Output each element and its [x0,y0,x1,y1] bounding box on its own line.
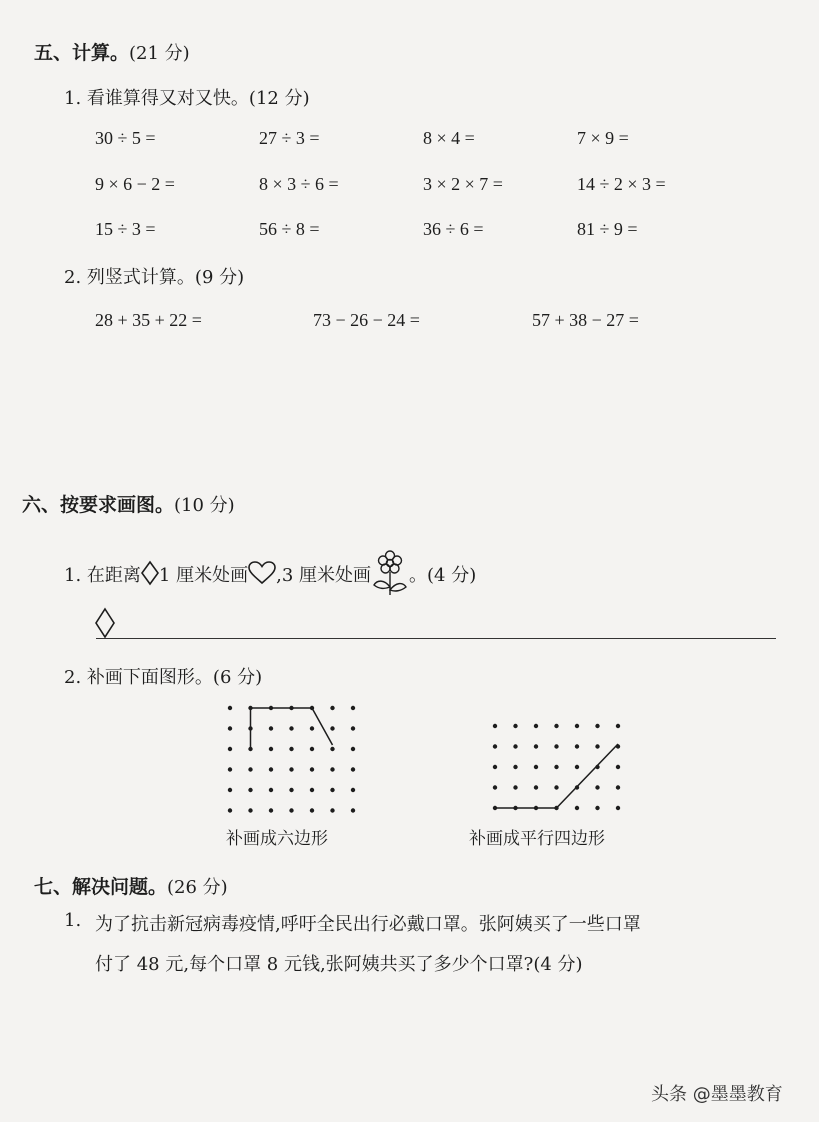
q6-1-part1: 在距离 [86,565,141,586]
calc-r1c2: 27 ÷ 3 = [259,128,320,148]
parallelogram-partial-outline [495,744,618,808]
hexagon-grid-dot [310,808,314,812]
parallelogram-grid-dot [513,785,517,789]
section6-title: 六、按要求画图。 [22,494,175,516]
parallelogram-grid-dot [616,765,620,769]
hexagon-grid-dot [228,726,232,730]
hexagon-grid-dot [269,808,273,812]
hexagon-grid-dot [330,788,334,792]
hexagon-grid-dot [310,726,314,730]
parallelogram-grid-dot [616,806,620,810]
section5-score: (21 分) [129,43,190,64]
q6-2-text: 补画下面图形。(6 分) [86,667,263,688]
q5-2 [64,263,244,289]
parallelogram-grid-dot [534,765,538,769]
parallelogram-grid-dot [616,724,620,728]
parallelogram-grid-dot [534,724,538,728]
hexagon-grid-dot [351,808,355,812]
hexagon-grid-dot [310,747,314,751]
hexagon-grid-dot [228,706,232,710]
caption-hexagon: 补画成六边形 [226,829,328,849]
parallelogram-grid-dot [493,785,497,789]
hexagon-grid-dot [248,808,252,812]
section6-header [22,490,235,517]
q5-2-num: 2. [64,267,82,288]
hexagon-grid-dot [228,747,232,751]
section5-header [34,38,190,65]
q6-1-part3: ,3 厘米处画 [276,565,372,586]
parallelogram-grid-dot [493,744,497,748]
calc-r2c3: 3 × 2 × 7 = [423,174,503,194]
hexagon-grid-dot [289,747,293,751]
calc-r3c2: 56 ÷ 8 = [259,219,320,239]
parallelogram-grid-dot [595,724,599,728]
parallelogram-grid-dot [575,806,579,810]
dot-grid-hexagon [224,700,364,820]
parallelogram-grid-dot [554,744,558,748]
hexagon-grid-dot [330,808,334,812]
vertical-calc-3: 57 + 38 − 27 = [532,310,639,330]
calc-r3c1: 15 ÷ 3 = [95,219,156,239]
heart-icon [248,561,276,585]
q6-1-part2: 1 厘米处画 [158,565,249,586]
diamond-icon [141,561,159,585]
hexagon-grid-dot [269,767,273,771]
hexagon-grid-dot [330,706,334,710]
calc-r2c4: 14 ÷ 2 × 3 = [577,174,666,194]
parallelogram-grid-dot [595,785,599,789]
q5-1 [64,84,310,110]
drawing-line [96,638,776,639]
hexagon-grid-dot [269,788,273,792]
q5-1-text: 看谁算得又对又快。(12 分) [86,88,310,109]
calc-r3c3: 36 ÷ 6 = [423,219,484,239]
parallelogram-grid-dot [554,785,558,789]
section7-header [34,872,228,899]
hexagon-grid-dot [289,808,293,812]
q5-2-text: 列竖式计算。(9 分) [86,267,245,288]
hexagon-grid-dot [269,747,273,751]
parallelogram-grid-dot [493,765,497,769]
vertical-calc-2: 73 − 26 − 24 = [313,310,420,330]
diamond-mark [95,608,115,638]
parallelogram-grid-dot [554,765,558,769]
caption-parallelogram: 补画成平行四边形 [469,829,605,849]
q7-1-line2: 付了 48 元,每个口罩 8 元钱,张阿姨共买了多少个口罩?(4 分) [95,954,583,975]
calc-r1c3: 8 × 4 = [423,128,475,148]
parallelogram-grid-dot [554,724,558,728]
section5-title: 五、计算。 [34,42,130,64]
parallelogram-grid-dot [513,724,517,728]
hexagon-grid-dot [248,788,252,792]
q6-1-num: 1. [64,565,82,586]
q7-1-line1: 为了抗击新冠病毒疫情,呼吁全民出行必戴口罩。张阿姨买了一些口罩 [95,914,641,935]
parallelogram-grid-dot [534,744,538,748]
flower-icon [371,549,409,597]
parallelogram-grid-dot [595,806,599,810]
hexagon-grid-dot [351,706,355,710]
calc-r1c4: 7 × 9 = [577,128,629,148]
dot-grid-parallelogram [488,718,628,808]
hexagon-grid-dot [310,788,314,792]
hexagon-grid-dot [351,767,355,771]
hexagon-grid-dot [228,808,232,812]
parallelogram-grid-dot [575,765,579,769]
q6-1-part4: 。(4 分) [409,565,477,586]
parallelogram-grid-dot [616,785,620,789]
hexagon-grid-dot [330,767,334,771]
q7-1-num: 1. [64,910,82,931]
parallelogram-grid-dot [513,765,517,769]
vertical-calc-1: 28 + 35 + 22 = [95,310,202,330]
hexagon-grid-dot [269,726,273,730]
calc-r2c2: 8 × 3 ÷ 6 = [259,174,339,194]
hexagon-grid-dot [310,767,314,771]
calc-r3c4: 81 ÷ 9 = [577,219,638,239]
hexagon-grid-dot [351,788,355,792]
hexagon-grid-dot [289,788,293,792]
section6-score: (10 分) [174,495,235,516]
parallelogram-grid-dot [575,744,579,748]
calc-r2c1: 9 × 6 − 2 = [95,174,175,194]
section7-title: 七、解决问题。 [34,876,168,898]
hexagon-grid-dot [330,747,334,751]
parallelogram-grid-dot [534,785,538,789]
q6-2-num: 2. [64,667,82,688]
q6-2 [64,663,262,689]
q5-1-num: 1. [64,88,82,109]
hexagon-grid-dot [351,726,355,730]
parallelogram-grid-dot [513,744,517,748]
watermark: 头条 @墨墨教育 [651,1084,783,1105]
calc-r1c1: 30 ÷ 5 = [95,128,156,148]
parallelogram-grid-dot [575,724,579,728]
hexagon-grid-dot [289,767,293,771]
hexagon-grid-dot [248,767,252,771]
parallelogram-grid-dot [493,724,497,728]
hexagon-grid-dot [228,767,232,771]
hexagon-grid-dot [330,726,334,730]
hexagon-grid-dot [228,788,232,792]
q6-1 [64,549,476,597]
hexagon-grid-dot [351,747,355,751]
section7-score: (26 分) [167,877,228,898]
hexagon-grid-dot [289,726,293,730]
parallelogram-grid-dot [595,744,599,748]
